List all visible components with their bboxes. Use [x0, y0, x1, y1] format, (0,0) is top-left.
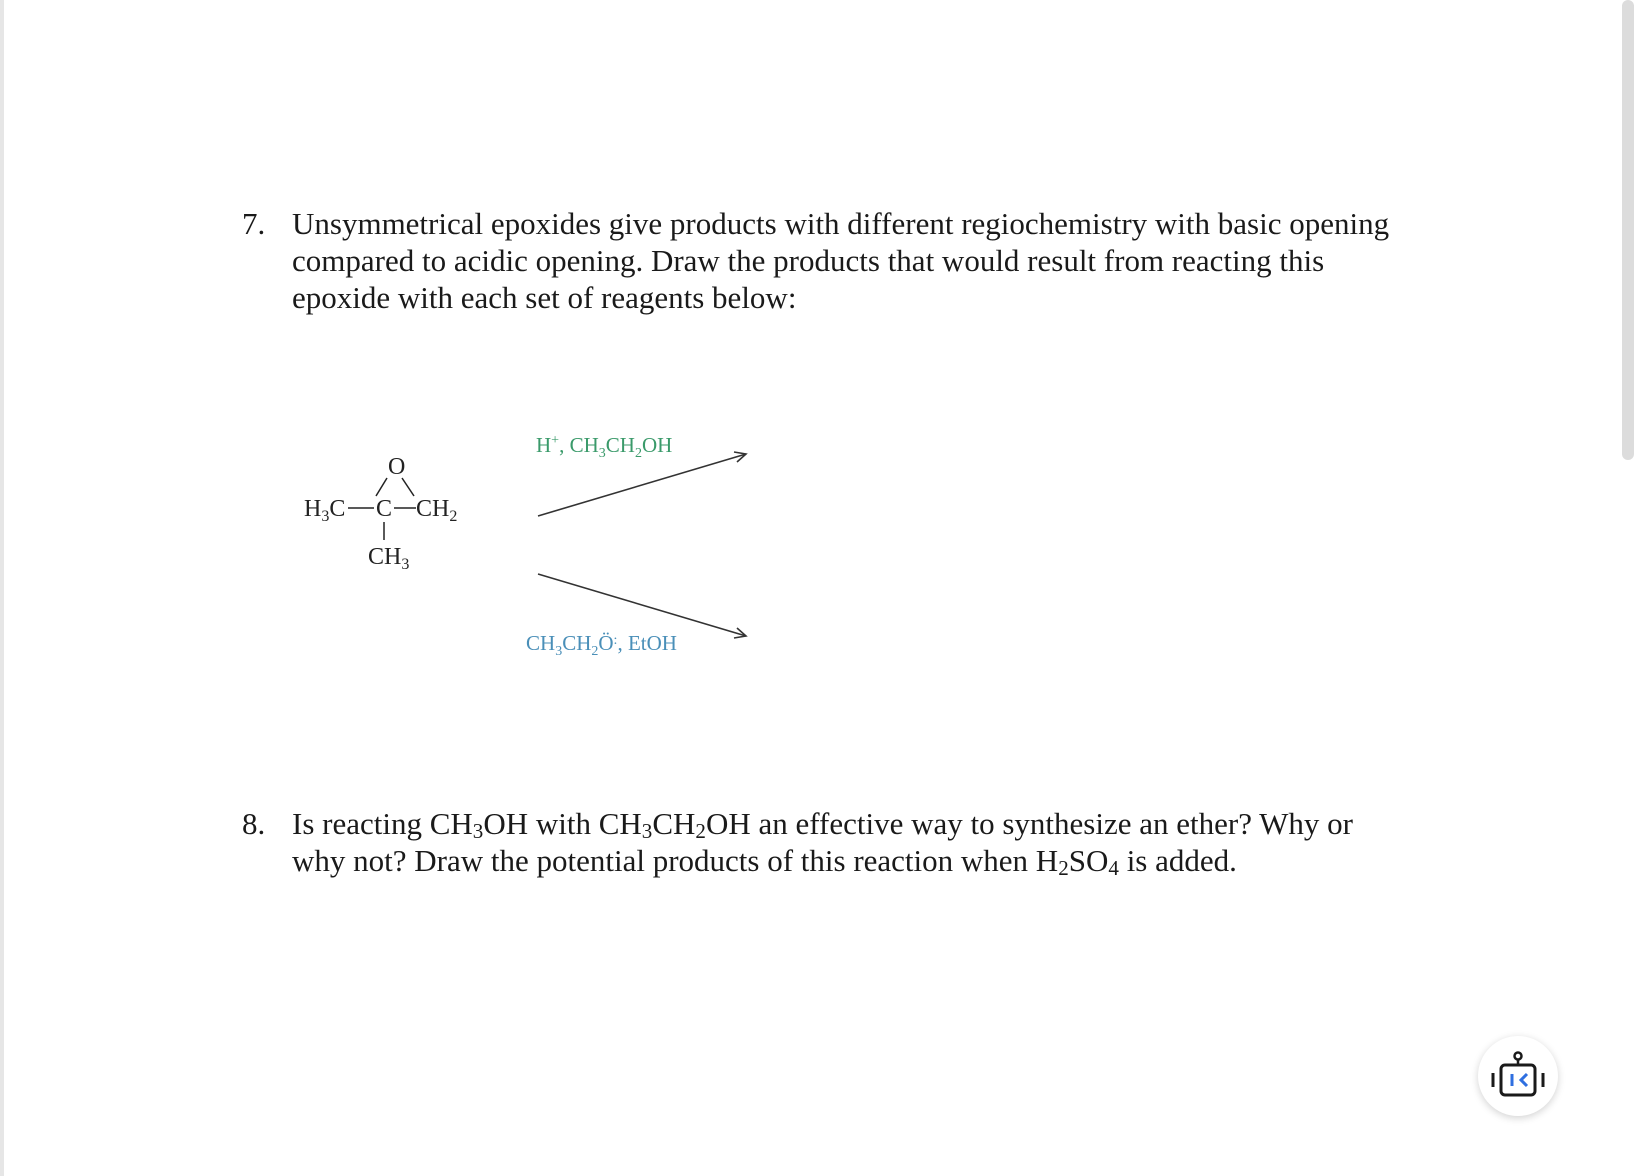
page-left-border: [0, 0, 4, 1176]
question-7: [242, 205, 1442, 316]
methyl-bottom: [368, 544, 409, 573]
q8-l2-b: SO: [1068, 843, 1109, 878]
q8-l2-sub-1: 2: [1058, 855, 1069, 880]
acid-reagent-label: [536, 433, 672, 461]
epoxide-ch2-sub: 2: [449, 508, 458, 525]
q8-l1-sub-2: 3: [641, 818, 653, 843]
acid-reagent-sub-1: 3: [598, 446, 606, 461]
base-reagent-part-b: CH: [562, 631, 592, 655]
question-7-number: 7.: [242, 206, 266, 241]
epoxide-bond-o-ch2: [402, 478, 414, 496]
question-7-line-1: Unsymmetrical epoxides give products with different regiochemistry with basic opening: [292, 206, 1390, 241]
epoxide-oxygen: O: [388, 454, 406, 480]
question-8: [242, 805, 1442, 879]
scrollbar-thumb[interactable]: [1622, 0, 1634, 460]
q8-l1-sub-1: 3: [472, 818, 484, 843]
base-reagent-part-c: Ö: [598, 631, 614, 655]
reaction-scheme: [290, 433, 770, 680]
acid-reagent-part-a: , CH: [559, 433, 599, 457]
methyl-left-c: C: [329, 496, 346, 522]
q8-l1-b: OH with CH: [483, 806, 642, 841]
q8-l1-a: Is reacting CH: [292, 806, 473, 841]
methyl-left-h: H: [304, 496, 322, 522]
assistant-button[interactable]: [1478, 1036, 1558, 1116]
question-8-text: [292, 805, 1442, 879]
acid-reagent-part-c: OH: [641, 433, 673, 457]
base-reagent-charge: :: [613, 633, 618, 648]
methyl-bottom-sub: 3: [401, 556, 410, 573]
q8-l2-c: is added.: [1118, 843, 1237, 878]
question-8-line-1: [292, 805, 1442, 842]
base-reagent-sub-2: 2: [591, 644, 599, 659]
base-reagent-label: [526, 631, 677, 659]
epoxide-bond-c-o: [376, 478, 387, 496]
question-7-line-3: epoxide with each set of reagents below:: [292, 280, 797, 315]
reaction-scheme-drawing: [290, 433, 770, 680]
base-reagent-sub-1: 3: [555, 644, 563, 659]
acid-reagent-h: H: [536, 433, 552, 457]
methyl-left-sub: 3: [321, 508, 330, 525]
question-8-line-2: [292, 842, 1442, 879]
epoxide-ch2-text: CH: [416, 496, 450, 522]
base-reagent-part-d: , EtOH: [617, 631, 677, 655]
q8-l1-c: CH: [652, 806, 696, 841]
robot-icon: [1487, 1051, 1549, 1101]
base-reaction-arrow: [538, 574, 746, 636]
base-reagent-part-a: CH: [526, 631, 556, 655]
q8-l2-a: why not? Draw the potential products of this reaction when H: [292, 843, 1059, 878]
question-7-text: [292, 205, 1442, 316]
acid-reagent-plus: +: [551, 433, 560, 448]
q8-l1-sub-3: 2: [695, 818, 706, 843]
q8-l1-d: OH an effective way to synthesize an ether? Why or: [705, 806, 1353, 841]
acid-reagent-sub-2: 2: [634, 446, 642, 461]
methyl-left: [304, 496, 345, 525]
methyl-bottom-text: CH: [368, 544, 402, 570]
acid-reagent-part-b: CH: [605, 433, 635, 457]
acid-reaction-arrow: [538, 454, 746, 516]
epoxide-ch2: [416, 496, 457, 525]
question-7-line-2: compared to acidic opening. Draw the products that would result from reacting this: [292, 243, 1325, 278]
epoxide-quaternary-carbon: C: [376, 496, 393, 522]
question-8-number: 8.: [242, 806, 266, 841]
q8-l2-sub-2: 4: [1108, 855, 1119, 880]
